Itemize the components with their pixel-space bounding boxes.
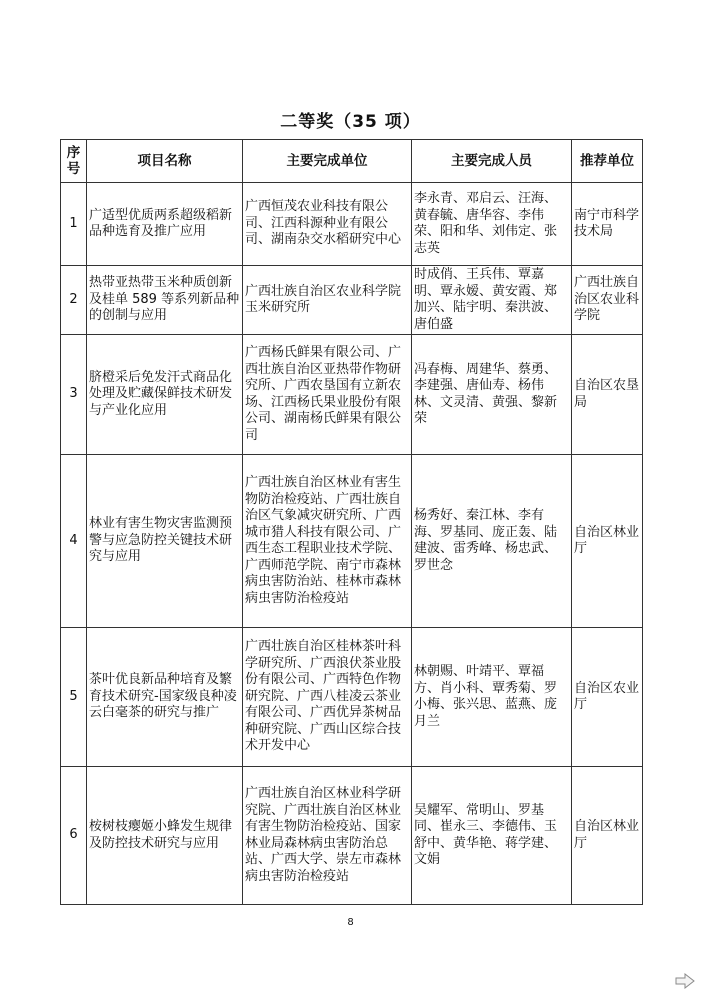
next-page-arrow-icon[interactable] [675, 973, 695, 989]
main-people: 李永青、邓启云、汪海、黄春毓、唐华容、李伟荣、阳和华、刘伟定、张志英 [412, 183, 572, 266]
row-index: 4 [61, 455, 87, 628]
table-row [61, 455, 643, 628]
project-name: 茶叶优良新品种培育及繁育技术研究-国家级良种凌云白毫茶的研究与推广 [87, 628, 243, 767]
page-number: 8 [347, 917, 354, 928]
row-index: 3 [61, 335, 87, 455]
table-row [61, 183, 643, 266]
table-row [61, 335, 643, 455]
main-people: 林朝赐、叶靖平、覃福方、肖小科、覃秀菊、罗小梅、张兴思、蓝燕、庞月兰 [412, 628, 572, 767]
table-row [61, 767, 643, 905]
header-index: 序号 [61, 140, 87, 183]
main-units: 广西壮族自治区林业科学研究院、广西壮族自治区林业有害生物防治检疫站、国家林业局森林病虫害防治总站、广西大学、崇左市森林病虫害防治检疫站 [243, 767, 412, 905]
main-people: 杨秀好、秦江林、李有海、罗基同、庞正轰、陆建波、雷秀峰、杨忠武、罗世念 [412, 455, 572, 628]
recommender: 南宁市科学技术局 [572, 183, 643, 266]
main-units: 广西壮族自治区农业科学院玉米研究所 [243, 266, 412, 335]
project-name: 桉树枝瘿姬小蜂发生规律及防控技术研究与应用 [87, 767, 243, 905]
recommender: 自治区农业厅 [572, 628, 643, 767]
awards-table [60, 139, 643, 905]
table-row [61, 266, 643, 335]
row-index: 5 [61, 628, 87, 767]
recommender: 自治区林业厅 [572, 455, 643, 628]
header-project: 项目名称 [87, 140, 243, 183]
project-name: 热带亚热带玉米种质创新及桂单 589 等系列新品种的创制与应用 [87, 266, 243, 335]
main-units: 广西杨氏鲜果有限公司、广西壮族自治区亚热带作物研究所、广西农垦国有立新农场、江西杨氏果业股份有限公司、湖南杨氏鲜果有限公司 [243, 335, 412, 455]
recommender: 自治区林业厅 [572, 767, 643, 905]
header-units: 主要完成单位 [243, 140, 412, 183]
row-index: 2 [61, 266, 87, 335]
header-recommender: 推荐单位 [572, 140, 643, 183]
main-units: 广西壮族自治区桂林茶叶科学研究所、广西浪伏茶业股份有限公司、广西特色作物研究院、广西八桂凌云茶业有限公司、广西优异茶树品种研究院、广西山区综合技术开发中心 [243, 628, 412, 767]
row-index: 1 [61, 183, 87, 266]
project-name: 广适型优质两系超级稻新品种选育及推广应用 [87, 183, 243, 266]
main-people: 冯春梅、周建华、蔡勇、李建强、唐仙寿、杨伟林、文灵清、黄强、黎新荣 [412, 335, 572, 455]
main-people: 吴耀军、常明山、罗基同、崔永三、李德伟、玉舒中、黄华艳、蒋学建、文娟 [412, 767, 572, 905]
page-title: 二等奖（35 项） [280, 112, 421, 132]
table-header-row [61, 140, 643, 183]
main-units: 广西壮族自治区林业有害生物防治检疫站、广西壮族自治区气象减灾研究所、广西城市猎人科技有限公司、广西生态工程职业技术学院、广西师范学院、南宁市森林病虫害防治站、桂林市森林病虫害防治检疫站 [243, 455, 412, 628]
main-people: 时成俏、王兵伟、覃嘉明、覃永嫒、黄安霞、郑加兴、陆宇明、秦洪波、唐伯盛 [412, 266, 572, 335]
header-people: 主要完成人员 [412, 140, 572, 183]
recommender: 自治区农垦局 [572, 335, 643, 455]
recommender: 广西壮族自治区农业科学院 [572, 266, 643, 335]
row-index: 6 [61, 767, 87, 905]
project-name: 脐橙采后免发汗式商品化处理及贮藏保鲜技术研发与产业化应用 [87, 335, 243, 455]
table-row [61, 628, 643, 767]
main-units: 广西恒茂农业科技有限公司、江西科源种业有限公司、湖南杂交水稻研究中心 [243, 183, 412, 266]
project-name: 林业有害生物灾害监测预警与应急防控关键技术研究与应用 [87, 455, 243, 628]
